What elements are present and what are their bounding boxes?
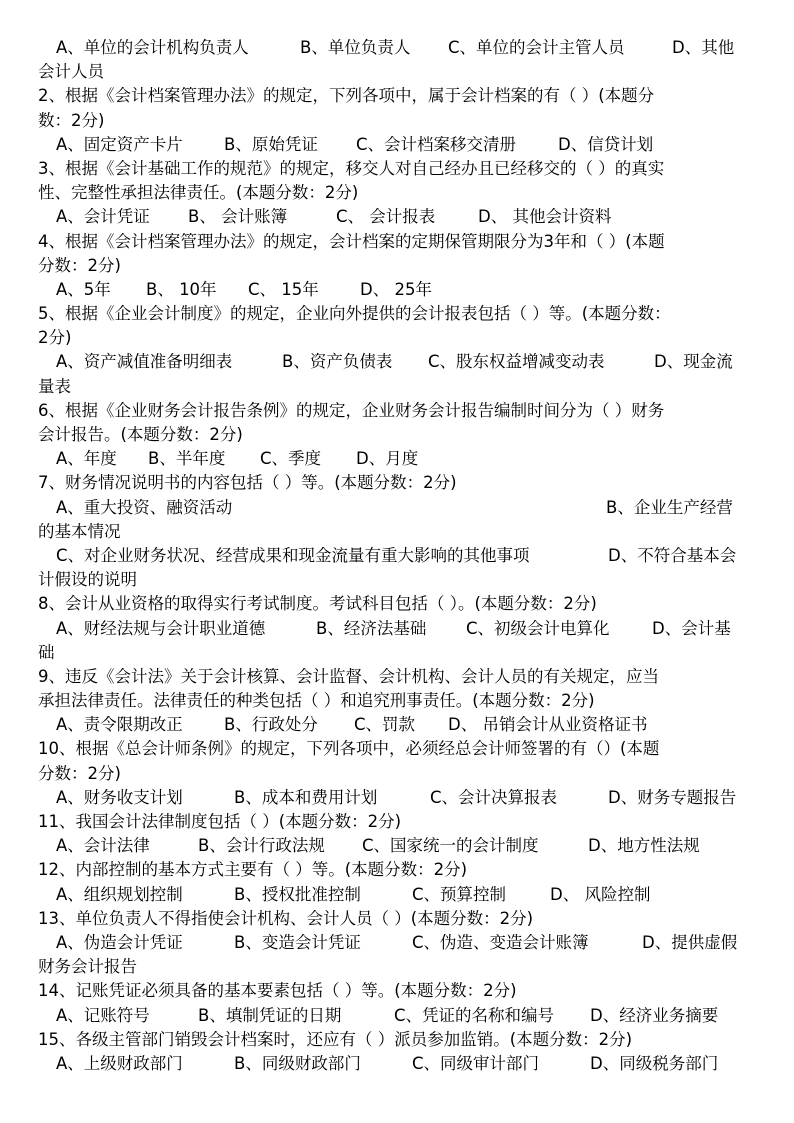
q13-option-d: D、提供虚假 [642, 932, 738, 952]
q15-option-b: B、同级财政部门 [234, 1053, 361, 1073]
q3-option-b: B、 会计账簿 [188, 207, 288, 227]
q6-options [38, 447, 758, 471]
q14-option-c: C、凭证的名称和编号 [394, 1005, 555, 1025]
q12-option-b: B、授权批准控制 [234, 884, 361, 904]
q3-option-d: D、 其他会计资料 [478, 207, 612, 227]
q1-option-b: B、单位负责人 [300, 38, 411, 57]
q1-option-d: D、其他 [672, 38, 735, 57]
q2-option-b: B、原始凭证 [224, 134, 318, 154]
q8-option-d: D、会计基 [652, 618, 731, 638]
q8-text: 8、会计从业资格的取得实行考试制度。考试科目包括（ ）。(本题分数：2分) [38, 594, 597, 614]
q8-option-b: B、经济法基础 [316, 618, 427, 638]
q8-options [38, 617, 758, 641]
q5-options [38, 350, 758, 374]
q1-options [38, 36, 758, 60]
q5-option-d: D、现金流 [654, 352, 733, 372]
q1-option-a: A、单位的会计机构负责人 [56, 38, 249, 57]
q2-text-cont: 数：2分) [38, 110, 105, 130]
q9-option-a: A、责令限期改正 [56, 715, 183, 735]
q7-option-c: C、对企业财务状况、经营成果和现金流量有重大影响的其他事项 [56, 545, 530, 565]
q7-options-cd [38, 544, 758, 568]
q15-option-d: D、同级税务部门 [590, 1053, 719, 1073]
q3-text: 3、根据《会计基础工作的规范》的规定，移交人对自己经办且已经移交的（ ）的真实 [38, 158, 665, 178]
q10-options [38, 786, 758, 810]
q6-option-b: B、半年度 [148, 449, 226, 469]
q3-option-a: A、会计凭证 [56, 207, 150, 227]
q15-option-a: A、上级财政部门 [56, 1053, 183, 1073]
q9-option-b: B、行政处分 [224, 715, 318, 735]
q11-option-d: D、地方性法规 [588, 836, 700, 856]
q7-text: 7、财务情况说明书的内容包括（ ）等。(本题分数：2分) [38, 473, 457, 493]
q14-option-d: D、经济业务摘要 [590, 1005, 719, 1025]
q12-options [38, 883, 758, 907]
q14-options [38, 1004, 758, 1028]
q10-option-a: A、财务收支计划 [56, 787, 183, 807]
q15-text: 15、各级主管部门销毁会计档案时，还应有（ ）派员参加监销。(本题分数：2分) [38, 1029, 633, 1049]
q13-option-a: A、伪造会计凭证 [56, 932, 183, 952]
q15-options [38, 1052, 758, 1076]
q15-option-c: C、同级审计部门 [412, 1053, 540, 1073]
q7-option-b-cont: 的基本情况 [38, 521, 121, 541]
q10-text: 10、根据《总会计师条例》的规定，下列各项中，必须经总会计师签署的有（）(本题 [38, 739, 660, 759]
q5-text: 5、根据《企业会计制度》的规定，企业向外提供的会计报表包括（ ）等。(本题分数： [38, 304, 671, 324]
q9-option-d: D、 吊销会计从业资格证书 [448, 715, 648, 735]
q1-option-c: C、单位的会计主管人员 [448, 38, 625, 57]
q7-option-d: D、不符合基本会 [608, 545, 737, 565]
q8-option-cont: 础 [38, 642, 55, 662]
q10-option-d: D、财务专题报告 [608, 787, 737, 807]
exam-page [38, 36, 758, 1076]
q11-option-c: C、国家统一的会计制度 [362, 836, 539, 856]
q12-text: 12、内部控制的基本方式主要有（ ）等。(本题分数：2分) [38, 860, 468, 880]
q10-option-b: B、成本和费用计划 [234, 787, 378, 807]
q2-options [38, 133, 758, 157]
q5-option-c: C、股东权益增减变动表 [428, 352, 605, 372]
q2-option-d: D、信贷计划 [558, 134, 654, 154]
q12-option-a: A、组织规划控制 [56, 884, 183, 904]
q4-option-a: A、5年 [56, 279, 111, 299]
q13-option-cont: 财务会计报告 [38, 957, 137, 977]
q6-text: 6、根据《企业财务会计报告条例》的规定，企业财务会计报告编制时间分为（ ）财务 [38, 400, 665, 420]
q11-option-a: A、会计法律 [56, 836, 150, 856]
q8-option-c: C、初级会计电算化 [466, 618, 610, 638]
q10-option-c: C、会计决算报表 [430, 787, 558, 807]
q3-option-c: C、 会计报表 [336, 207, 436, 227]
q5-text-cont: 2分) [38, 328, 72, 348]
q14-option-b: B、填制凭证的日期 [198, 1005, 342, 1025]
q13-options [38, 931, 758, 955]
q11-option-b: B、会计行政法规 [198, 836, 325, 856]
q6-option-d: D、月度 [356, 449, 419, 469]
q4-option-c: C、 15年 [248, 279, 319, 299]
q3-text-cont: 性、完整性承担法律责任。(本题分数：2分) [38, 183, 359, 203]
q13-option-b: B、变造会计凭证 [234, 932, 361, 952]
q12-option-c: C、预算控制 [412, 884, 507, 904]
q13-text: 13、单位负责人不得指使会计机构、会计人员（ ）(本题分数：2分) [38, 908, 534, 928]
q9-text-cont: 承担法律责任。法律责任的种类包括（ ）和追究刑事责任。(本题分数：2分) [38, 691, 595, 711]
q1-option-cont: 会计人员 [38, 62, 104, 82]
q6-text-cont: 会计报告。(本题分数：2分) [38, 425, 243, 444]
q7-option-b: B、企业生产经营 [606, 497, 733, 517]
q5-option-a: A、资产减值准备明细表 [56, 352, 233, 372]
q2-option-c: C、会计档案移交清册 [356, 134, 517, 154]
q11-options [38, 834, 758, 858]
q4-text-cont: 分数：2分) [38, 255, 121, 275]
q13-option-c: C、伪造、变造会计账簿 [412, 932, 589, 952]
q9-options [38, 713, 758, 737]
q2-text: 2、根据《会计档案管理办法》的规定，下列各项中，属于会计档案的有（ ）(本题分 [38, 86, 655, 106]
q7-option-d-cont: 计假设的说明 [38, 570, 137, 590]
q6-option-c: C、季度 [260, 449, 322, 469]
q4-options [38, 278, 758, 302]
q11-text: 11、我国会计法律制度包括（ ）(本题分数：2分) [38, 812, 402, 831]
q5-option-cont: 量表 [38, 376, 71, 396]
q10-text-cont: 分数：2分) [38, 763, 121, 783]
q9-text: 9、违反《会计法》关于会计核算、会计监督、会计机构、会计人员的有关规定，应当 [38, 666, 659, 686]
q4-option-b: B、 10年 [146, 279, 217, 299]
q2-option-a: A、固定资产卡片 [56, 134, 183, 154]
q12-option-d: D、 风险控制 [550, 884, 651, 904]
q4-text: 4、根据《会计档案管理办法》的规定，会计档案的定期保管期限分为3年和（ ）(本题 [38, 231, 665, 251]
q9-option-c: C、罚款 [354, 715, 416, 735]
q7-options-ab [38, 496, 758, 520]
q14-text: 14、记账凭证必须具备的基本要素包括（ ）等。(本题分数：2分) [38, 981, 517, 1001]
q14-option-a: A、记账符号 [56, 1005, 150, 1025]
q5-option-b: B、资产负债表 [282, 352, 393, 372]
q6-option-a: A、年度 [56, 449, 117, 469]
q4-option-d: D、 25年 [360, 279, 432, 299]
q8-option-a: A、财经法规与会计职业道德 [56, 618, 266, 638]
q7-option-a: A、重大投资、融资活动 [56, 497, 233, 517]
q3-options [38, 205, 758, 229]
